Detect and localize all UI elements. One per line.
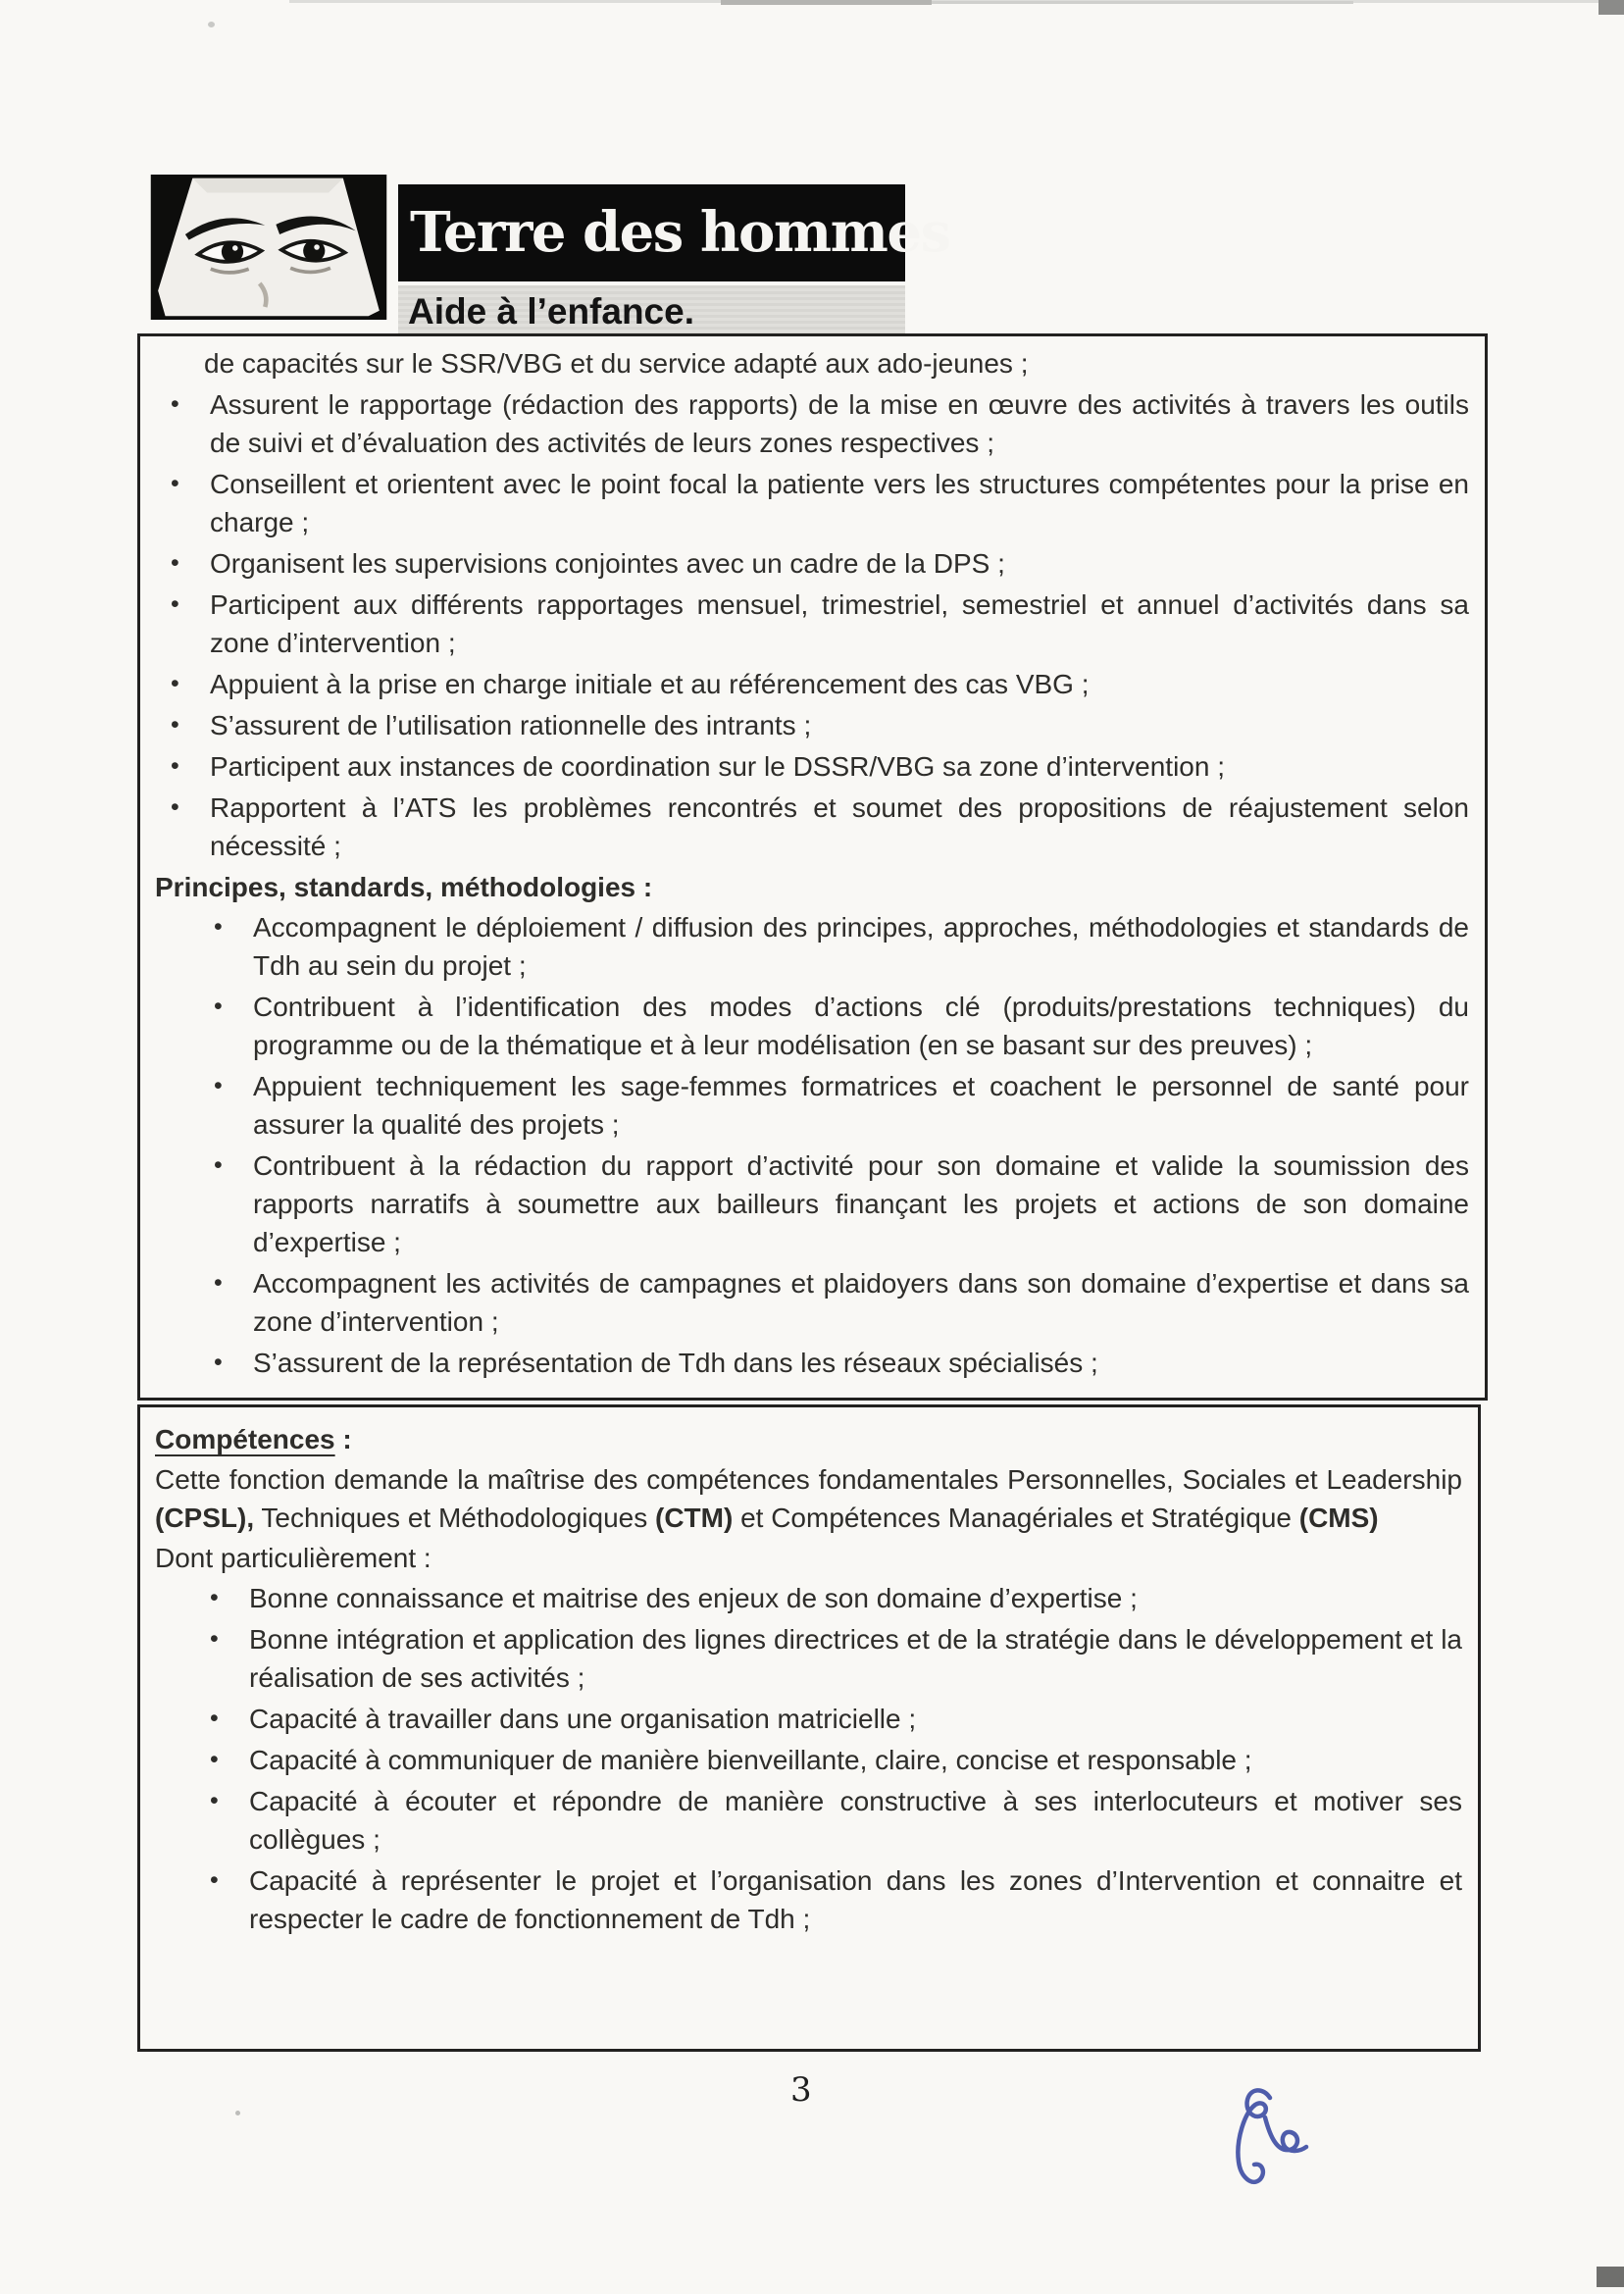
- list-item: [204, 1579, 1462, 1617]
- brand-tagline: Aide à l’enfance.: [398, 285, 905, 336]
- list-item-text: Capacité à écouter et répondre de manière constructive à ses interlocuteurs et motiver ses collègues ;: [249, 1786, 1462, 1855]
- list-item-text: Bonne intégration et application des lignes directrices et de la stratégie dans le développement et la réalisation de ses activités ;: [249, 1624, 1462, 1693]
- list-item: [165, 385, 1469, 462]
- scan-artifact-speck: [208, 22, 215, 27]
- bullet-icon: •: [171, 711, 179, 739]
- bullet-icon: •: [210, 1625, 219, 1653]
- list-item-text: Capacité à représenter le projet et l’organisation dans les zones d’Intervention et connaitre et respecter le cadre de fonctionnement de Tdh ;: [249, 1865, 1462, 1934]
- bullet-icon: •: [171, 752, 179, 780]
- list-item: [165, 465, 1469, 541]
- bullet-icon: •: [210, 1584, 219, 1611]
- bullet-icon: •: [210, 1746, 219, 1773]
- page-number: 3: [790, 2070, 812, 2110]
- scan-artifact-speck: [235, 2111, 240, 2116]
- list-item-text: Contribuent à la rédaction du rapport d’activité pour son domaine et valide la soumission des rapports narratifs à soumettre aux bailleurs finançant les projets et actions de son domaine d’expertise ;: [253, 1150, 1469, 1257]
- list-item-text: Organisent les supervisions conjointes avec un cadre de la DPS ;: [210, 548, 1005, 579]
- signature-initials: [1208, 2085, 1314, 2201]
- list-item: [208, 1067, 1469, 1144]
- competences-bullet-list: [155, 1579, 1462, 1938]
- bullet-icon: •: [214, 1072, 223, 1099]
- bullet-icon: •: [171, 390, 179, 418]
- list-item-text: S’assurent de l’utilisation rationnelle des intrants ;: [210, 710, 812, 740]
- list-item-text: Participent aux différents rapportages mensuel, trimestriel, semestriel et annuel d’activités dans sa zone d’intervention ;: [210, 589, 1469, 658]
- list-item-text: Capacité à travailler dans une organisation matricielle ;: [249, 1704, 917, 1734]
- tdh-eyes-logo-image: [145, 175, 392, 320]
- bullet-icon: •: [171, 793, 179, 821]
- competences-paragraph: Cette fonction demande la maîtrise des compétences fondamentales Personnelles, Sociales et Leadership (CPSL), Techniques et Méthodologiques (CTM) et Compétences Managériales et Stratégique (CMS): [155, 1464, 1462, 1533]
- scan-artifact-bottom-right-corner: [1597, 2267, 1624, 2287]
- list-item: [208, 1264, 1469, 1341]
- bullet-icon: •: [214, 1349, 223, 1376]
- list-item: [208, 1147, 1469, 1261]
- list-item-text: Appuient à la prise en charge initiale et au référencement des cas VBG ;: [210, 669, 1090, 699]
- list-item: [165, 789, 1469, 865]
- list-item: [165, 544, 1469, 583]
- competences-subheading: Dont particulièrement :: [155, 1543, 431, 1573]
- bullet-icon: •: [214, 1269, 223, 1297]
- competences-box: [137, 1404, 1481, 2052]
- list-item-text: Conseillent et orientent avec le point focal la patiente vers les structures compétentes pour la prise en charge ;: [210, 469, 1469, 537]
- list-item-text: Capacité à communiquer de manière bienveillante, claire, concise et responsable ;: [249, 1745, 1252, 1775]
- list-item-text: Accompagnent les activités de campagnes et plaidoyers dans son domaine d’expertise et dans sa zone d’intervention ;: [253, 1268, 1469, 1337]
- list-item-text: Appuient techniquement les sage-femmes formatrices et coachent le personnel de santé pour assurer la qualité des projets ;: [253, 1071, 1469, 1140]
- eyes-photo-icon: [145, 175, 392, 320]
- scan-artifact-top-right-corner: [1599, 0, 1624, 15]
- list-item: [208, 988, 1469, 1064]
- bullet-icon: •: [171, 549, 179, 577]
- bullet-icon: •: [171, 470, 179, 497]
- bullet-icon: •: [214, 913, 223, 941]
- list-item-text: Contribuent à l’identification des modes d’actions clé (produits/prestations techniques) du programme ou de la thématique et à leur modélisation (en se basant sur des preuves) ;: [253, 992, 1469, 1060]
- list-item-text: Accompagnent le déploiement / diffusion des principes, approches, méthodologies et standards de Tdh au sein du projet ;: [253, 912, 1469, 981]
- principles-heading: Principes, standards, méthodologies :: [155, 872, 653, 902]
- handwritten-initials-icon: [1208, 2085, 1314, 2201]
- responsibilities-bullet-list: [155, 385, 1469, 865]
- list-item: [208, 908, 1469, 985]
- list-item: [204, 1741, 1462, 1779]
- list-item: [204, 1620, 1462, 1697]
- list-item-text: Bonne connaissance et maitrise des enjeux de son domaine d’expertise ;: [249, 1583, 1138, 1613]
- list-item-text: Rapportent à l’ATS les problèmes rencontrés et soumet des propositions de réajustement selon nécessité ;: [210, 792, 1469, 861]
- bullet-icon: •: [214, 1151, 223, 1179]
- list-item: [165, 665, 1469, 703]
- responsibilities-box: [137, 333, 1488, 1401]
- list-item-text: Participent aux instances de coordination sur le DSSR/VBG sa zone d’intervention ;: [210, 751, 1226, 782]
- competences-heading: Compétences :: [155, 1424, 352, 1454]
- list-item-text: S’assurent de la représentation de Tdh dans les réseaux spécialisés ;: [253, 1348, 1098, 1378]
- principles-bullet-list: [155, 908, 1469, 1382]
- intro-continuation-line: de capacités sur le SSR/VBG et du service adapté aux ado-jeunes ;: [204, 348, 1029, 379]
- bullet-icon: •: [171, 590, 179, 618]
- scan-artifact-top-line-dark: [721, 0, 932, 5]
- list-item: [204, 1782, 1462, 1859]
- list-item-text: Assurent le rapportage (rédaction des rapports) de la mise en œuvre des activités à travers les outils de suivi et d’évaluation des activités de leurs zones respectives ;: [210, 389, 1469, 458]
- scan-artifact-top-line-mid: [932, 1, 1353, 4]
- list-item: [165, 706, 1469, 744]
- brand-title: Terre des hommes: [398, 184, 905, 281]
- bullet-icon: •: [210, 1705, 219, 1732]
- list-item: [204, 1700, 1462, 1738]
- list-item: [165, 747, 1469, 786]
- bullet-icon: •: [210, 1787, 219, 1814]
- bullet-icon: •: [210, 1866, 219, 1894]
- list-item: [165, 586, 1469, 662]
- list-item: [204, 1861, 1462, 1938]
- list-item: [208, 1344, 1469, 1382]
- bullet-icon: •: [171, 670, 179, 697]
- bullet-icon: •: [214, 993, 223, 1020]
